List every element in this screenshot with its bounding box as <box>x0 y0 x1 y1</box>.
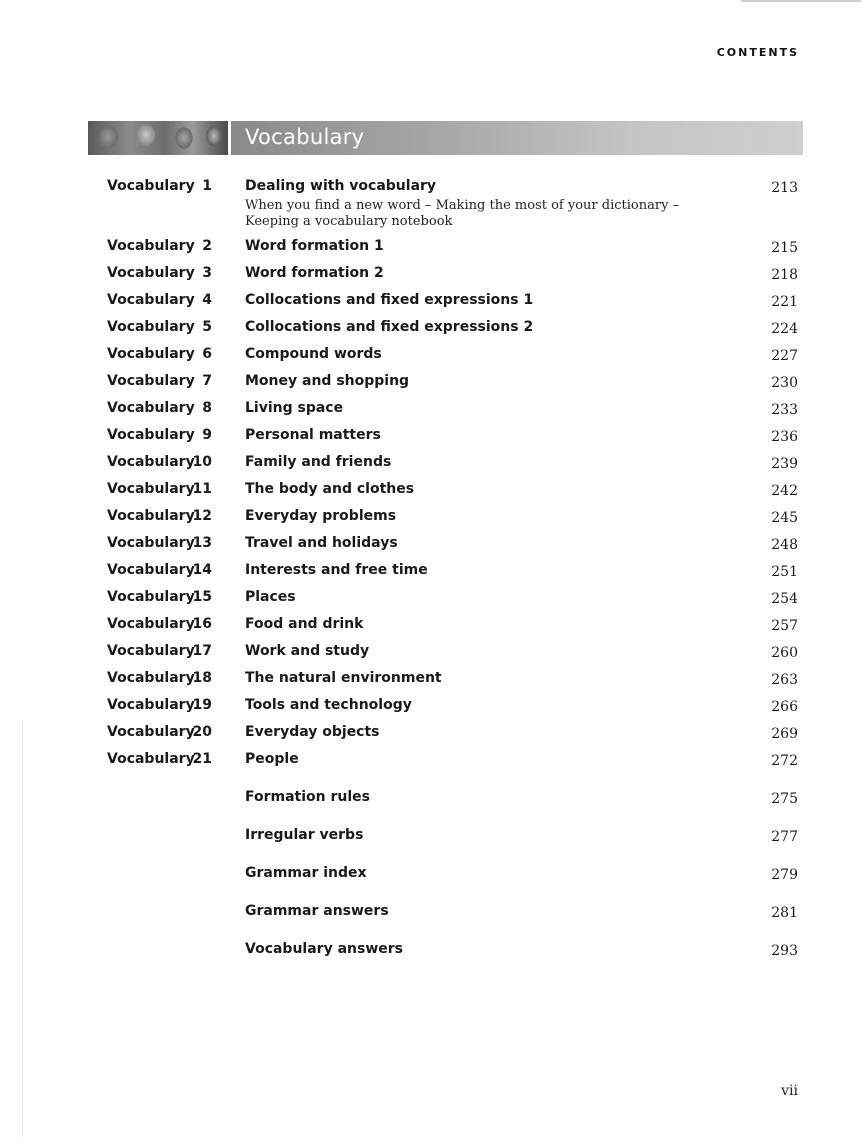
page-number: 248 <box>771 537 798 553</box>
unit-label: Vocabulary <box>107 319 195 335</box>
toc-row[interactable] <box>0 454 861 476</box>
page-number: 277 <box>771 829 798 845</box>
toc-row[interactable] <box>0 178 861 229</box>
toc-row[interactable] <box>0 265 861 287</box>
unit-number: 3 <box>202 265 212 281</box>
page-number: 224 <box>771 321 798 337</box>
appendix-title[interactable]: Formation rules <box>245 789 371 805</box>
unit-label: Vocabulary <box>107 562 195 578</box>
unit-title[interactable]: Dealing with vocabulary <box>245 178 437 194</box>
unit-number: 6 <box>202 346 212 362</box>
toc-row[interactable] <box>0 481 861 503</box>
toc-row[interactable] <box>0 562 861 584</box>
page-number: 221 <box>771 294 798 310</box>
toc-row[interactable] <box>0 292 861 314</box>
page-number: 266 <box>771 699 798 715</box>
unit-number: 15 <box>192 589 212 605</box>
toc-appendix-row[interactable] <box>0 789 861 811</box>
toc-row[interactable] <box>0 346 861 368</box>
toc-row[interactable] <box>0 319 861 341</box>
unit-number: 7 <box>202 373 212 389</box>
appendix-title[interactable]: Vocabulary answers <box>245 941 403 957</box>
page-number: 260 <box>771 645 798 661</box>
unit-title[interactable]: Everyday objects <box>245 724 380 740</box>
unit-label: Vocabulary <box>107 751 195 767</box>
appendix-title[interactable]: Grammar answers <box>245 903 389 919</box>
unit-title[interactable]: Compound words <box>245 346 382 362</box>
unit-title[interactable]: Places <box>245 589 296 605</box>
unit-number: 5 <box>202 319 212 335</box>
page-number: 279 <box>771 867 798 883</box>
unit-number: 11 <box>192 481 212 497</box>
page-number: 281 <box>771 905 798 921</box>
page-number: 213 <box>771 180 798 196</box>
unit-number: 4 <box>202 292 212 308</box>
toc-row[interactable] <box>0 427 861 449</box>
unit-label: Vocabulary <box>107 400 195 416</box>
unit-title[interactable]: Interests and free time <box>245 562 428 578</box>
unit-subtitle <box>245 198 745 230</box>
page-number: 215 <box>771 240 798 256</box>
page-number: 236 <box>771 429 798 445</box>
section-header: CONTENTS <box>716 46 799 59</box>
unit-title[interactable]: Food and drink <box>245 616 364 632</box>
unit-number: 14 <box>192 562 212 578</box>
unit-title[interactable]: Collocations and fixed expressions 1 <box>245 292 534 308</box>
unit-label: Vocabulary <box>107 724 195 740</box>
unit-number: 21 <box>192 751 212 767</box>
top-rule <box>741 0 861 2</box>
page-number: 263 <box>771 672 798 688</box>
appendix-title[interactable]: Grammar index <box>245 865 367 881</box>
unit-number: 18 <box>192 670 212 686</box>
unit-label: Vocabulary <box>107 508 195 524</box>
toc-row[interactable] <box>0 400 861 422</box>
banner-title-bar <box>231 121 803 155</box>
unit-number: 8 <box>202 400 212 416</box>
page-number: 239 <box>771 456 798 472</box>
toc-appendix-row[interactable] <box>0 903 861 925</box>
unit-label: Vocabulary <box>107 643 195 659</box>
unit-title[interactable]: Word formation 1 <box>245 238 384 254</box>
toc-row[interactable] <box>0 670 861 692</box>
page-number: 257 <box>771 618 798 634</box>
page-number: 218 <box>771 267 798 283</box>
toc-appendix-row[interactable] <box>0 941 861 963</box>
page-number: 272 <box>771 753 798 769</box>
unit-label: Vocabulary <box>107 589 195 605</box>
unit-number: 17 <box>192 643 212 659</box>
unit-label: Vocabulary <box>107 238 195 254</box>
unit-number: 12 <box>192 508 212 524</box>
page-number: 227 <box>771 348 798 364</box>
unit-label: Vocabulary <box>107 346 195 362</box>
unit-label: Vocabulary <box>107 373 195 389</box>
unit-label: Vocabulary <box>107 670 195 686</box>
unit-number: 13 <box>192 535 212 551</box>
toc-row[interactable] <box>0 616 861 638</box>
banner-title: Vocabulary <box>245 125 365 149</box>
unit-number: 1 <box>202 178 212 194</box>
page-number: 251 <box>771 564 798 580</box>
toc-row[interactable] <box>0 508 861 530</box>
page-number: 230 <box>771 375 798 391</box>
toc-row[interactable] <box>0 238 861 260</box>
toc-appendix-row[interactable] <box>0 827 861 849</box>
toc-row[interactable] <box>0 535 861 557</box>
banner-photo <box>88 121 228 155</box>
unit-number: 19 <box>192 697 212 713</box>
unit-title[interactable]: Family and friends <box>245 454 392 470</box>
unit-number: 16 <box>192 616 212 632</box>
toc-row[interactable] <box>0 697 861 719</box>
unit-title[interactable]: Collocations and fixed expressions 2 <box>245 319 534 335</box>
page-number: 269 <box>771 726 798 742</box>
unit-title[interactable]: Living space <box>245 400 344 416</box>
toc-row[interactable] <box>0 643 861 665</box>
toc-row[interactable] <box>0 589 861 611</box>
unit-title[interactable]: Tools and technology <box>245 697 412 713</box>
unit-label: Vocabulary <box>107 427 195 443</box>
unit-label: Vocabulary <box>107 178 195 194</box>
appendix-title[interactable]: Irregular verbs <box>245 827 364 843</box>
unit-label: Vocabulary <box>107 697 195 713</box>
unit-subtitle-line: Keeping a vocabulary notebook <box>245 214 453 229</box>
toc-appendix-row[interactable] <box>0 865 861 887</box>
unit-title[interactable]: The body and clothes <box>245 481 415 497</box>
page-number: 275 <box>771 791 798 807</box>
unit-title[interactable]: The natural environment <box>245 670 442 686</box>
page-number: 254 <box>771 591 798 607</box>
unit-label: Vocabulary <box>107 292 195 308</box>
page-number: 293 <box>771 943 798 959</box>
unit-subtitle-line: When you find a new word – Making the most of your dictionary – <box>245 198 680 213</box>
toc-row[interactable] <box>0 373 861 395</box>
unit-label: Vocabulary <box>107 535 195 551</box>
page-number: 233 <box>771 402 798 418</box>
unit-label: Vocabulary <box>107 454 195 470</box>
unit-title[interactable]: People <box>245 751 299 767</box>
unit-label: Vocabulary <box>107 616 195 632</box>
unit-title[interactable]: Work and study <box>245 643 370 659</box>
unit-number: 9 <box>202 427 212 443</box>
unit-title[interactable]: Word formation 2 <box>245 265 384 281</box>
scan-margin-line <box>22 720 23 1140</box>
unit-number: 10 <box>192 454 212 470</box>
unit-label: Vocabulary <box>107 265 195 281</box>
unit-label: Vocabulary <box>107 481 195 497</box>
page-number: 242 <box>771 483 798 499</box>
toc-row[interactable] <box>0 751 861 773</box>
unit-number: 2 <box>202 238 212 254</box>
unit-title[interactable]: Everyday problems <box>245 508 397 524</box>
unit-title[interactable]: Personal matters <box>245 427 381 443</box>
unit-title[interactable]: Money and shopping <box>245 373 410 389</box>
folio-page-number: vii <box>781 1083 798 1099</box>
unit-number: 20 <box>192 724 212 740</box>
page-number: 245 <box>771 510 798 526</box>
section-banner <box>88 121 803 155</box>
unit-title[interactable]: Travel and holidays <box>245 535 398 551</box>
toc-row[interactable] <box>0 724 861 746</box>
